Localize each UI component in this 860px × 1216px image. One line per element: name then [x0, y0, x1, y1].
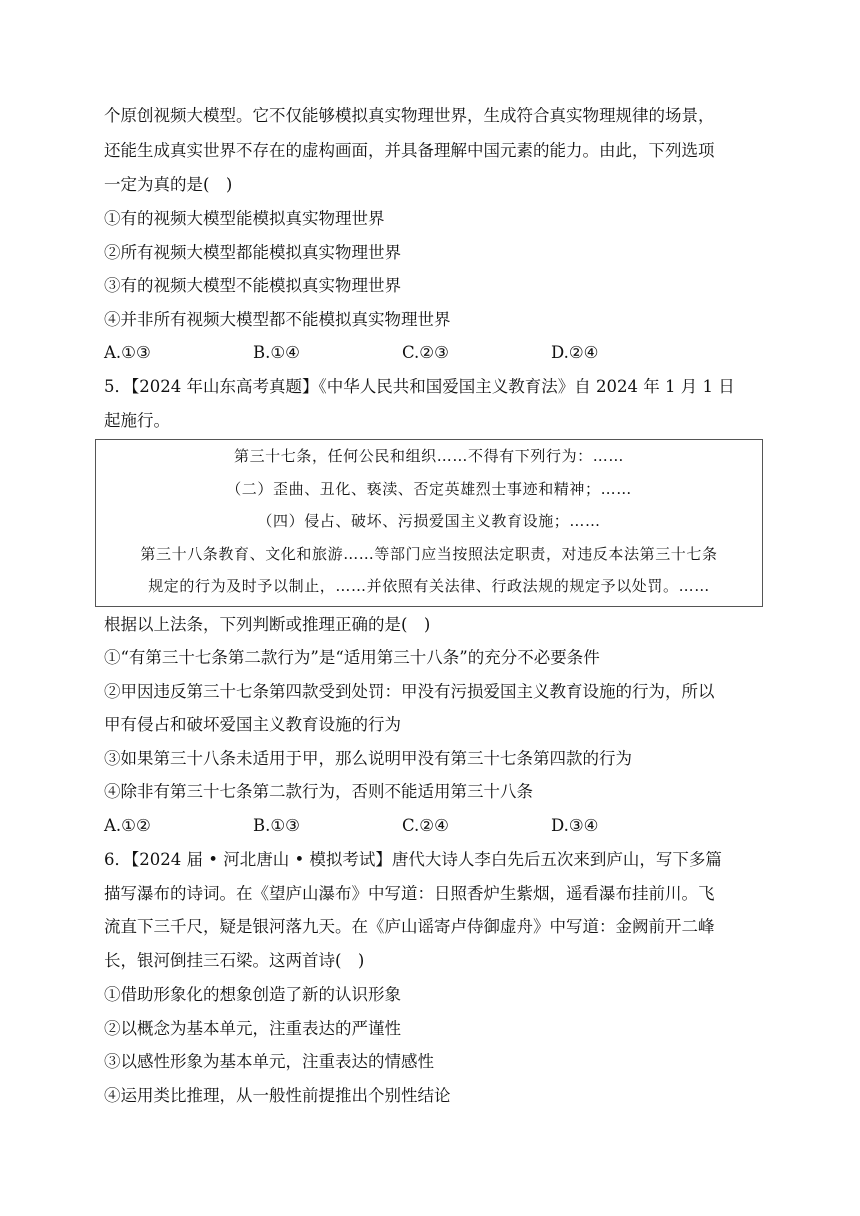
q4-options [104, 342, 700, 364]
law-line-2: （二）歪曲、丑化、亵渎、否定英雄烈士事迹和精神；…… [226, 480, 632, 498]
q5-statement-4: ④除非有第三十七条第二款行为，否则不能适用第三十八条 [104, 782, 533, 801]
q4-option-a: A.①③ [104, 343, 151, 362]
q5-statement-1: ①“有第三十七条第二款行为”是“适用第三十八条”的充分不必要条件 [104, 648, 600, 667]
q5-options [104, 815, 700, 837]
law-line-5: 规定的行为及时予以制止，……并依照有关法律、行政法规的规定予以处罚。…… [148, 577, 710, 595]
q4-text-line-1: 个原创视频大模型。它不仅能够模拟真实物理世界，生成符合真实物理规律的场景， [104, 106, 715, 125]
q5-option-b: B.①③ [253, 816, 300, 835]
q5-option-a: A.①② [104, 816, 151, 835]
q4-statement-1: ①有的视频大模型能模拟真实物理世界 [104, 209, 385, 228]
law-line-1: 第三十七条，任何公民和组织……不得有下列行为：…… [233, 447, 624, 465]
q5-statement-3: ③如果第三十八条未适用于甲，那么说明甲没有第三十七条第四款的行为 [104, 749, 632, 768]
q5-statement-2b: 甲有侵占和破坏爱国主义教育设施的行为 [104, 715, 401, 734]
q5-option-c: C.②④ [402, 816, 449, 835]
q4-statement-3: ③有的视频大模型不能模拟真实物理世界 [104, 276, 401, 295]
q5-option-d: D.③④ [551, 816, 599, 835]
q4-text-line-3: 一定为真的是( ) [104, 175, 233, 194]
q4-statement-2: ②所有视频大模型都能模拟真实物理世界 [104, 243, 401, 262]
q5-stem: 根据以上法条，下列判断或推理正确的是( ) [104, 615, 431, 634]
q4-option-c: C.②③ [402, 343, 449, 362]
q6-text-line-4: 长，银河倒挂三石梁。这两首诗( ) [104, 951, 365, 970]
q4-text-line-2: 还能生成真实世界不存在的虚构画面，并具备理解中国元素的能力。由此，下列选项 [104, 141, 715, 160]
q6-statement-3: ③以感性形象为基本单元，注重表达的情感性 [104, 1052, 434, 1071]
q6-statement-2: ②以概念为基本单元，注重表达的严谨性 [104, 1019, 401, 1038]
q6-text-line-3: 流直下三千尺，疑是银河落九天。在《庐山谣寄卢侍御虚舟》中写道：金阙前开二峰 [104, 917, 715, 936]
q4-option-b: B.①④ [253, 343, 300, 362]
q4-option-d: D.②④ [551, 343, 599, 362]
q5-statement-2a: ②甲因违反第三十七条第四款受到处罚：甲没有污损爱国主义教育设施的行为，所以 [104, 682, 715, 701]
q6-text-line-1: 6．【2024 届 • 河北唐山 • 模拟考试】唐代大诗人李白先后五次来到庐山，写下多篇 [104, 850, 722, 869]
law-excerpt-box [95, 439, 763, 607]
law-line-3: （四）侵占、破坏、污损爱国主义教育设施；…… [257, 512, 601, 530]
q4-statement-4: ④并非所有视频大模型都不能模拟真实物理世界 [104, 310, 451, 329]
q6-statement-4: ④运用类比推理，从一般性前提推出个别性结论 [104, 1086, 451, 1105]
q6-statement-1: ①借助形象化的想象创造了新的认识形象 [104, 985, 401, 1004]
law-line-4: 第三十八条教育、文化和旅游……等部门应当按照法定职责，对违反本法第三十七条 [140, 545, 718, 563]
q6-text-line-2: 描写瀑布的诗词。在《望庐山瀑布》中写道：日照香炉生紫烟，遥看瀑布挂前川。飞 [104, 884, 715, 903]
q5-text-line-2: 起施行。 [104, 411, 170, 430]
q5-text-line-1: 5．【2024 年山东高考真题】《中华人民共和国爱国主义教育法》自 2024 年 1 月 1 日 [104, 377, 735, 396]
